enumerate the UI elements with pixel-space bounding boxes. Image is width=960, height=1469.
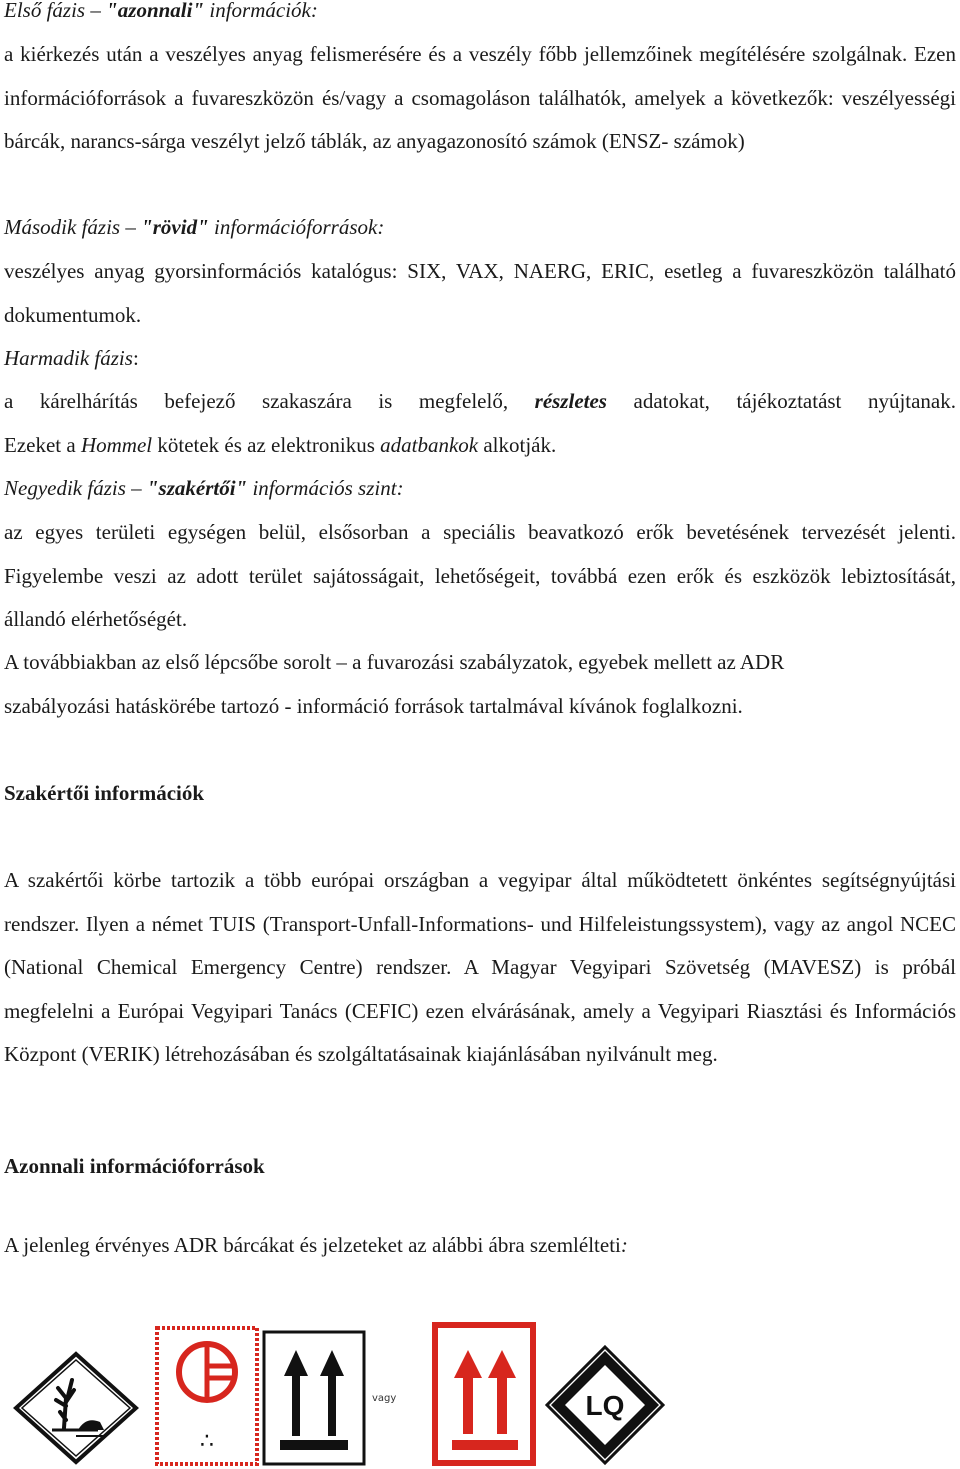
phase3-body2-hommel: Hommel	[80, 433, 153, 457]
phase4-title-label: Negyedik fázis	[4, 476, 126, 500]
phase3-body2	[4, 424, 956, 468]
phase3-body2-mid: kötetek és az elektronikus	[157, 433, 375, 457]
label-dots: ∴	[200, 1429, 214, 1454]
phase3-body-end: adatokat, tájékoztatást nyújtanak.	[633, 389, 956, 413]
phase3-title	[4, 337, 956, 381]
environment-hazard-diamond-icon	[12, 1350, 140, 1466]
orientation-arrows-red-icon	[432, 1322, 536, 1466]
immediate-body-colon: :	[620, 1233, 628, 1257]
orientation-arrows-black-icon	[262, 1330, 366, 1466]
immediate-heading: Azonnali információforrások	[4, 1154, 265, 1178]
phase3-body-start: a kárelhárítás befejező szakaszára is megfelelő,	[4, 389, 509, 413]
immediate-body	[4, 1224, 956, 1268]
phase4-title-quote: "szakértői"	[146, 476, 248, 500]
phase4-title-dash: –	[131, 476, 142, 500]
immediate-body-text: A jelenleg érvényes ADR bárcákat és jelzeteket az alábbi ábra szemlélteti	[4, 1233, 621, 1257]
vagy-label: vagy	[372, 1393, 397, 1404]
phase4-title	[4, 467, 956, 511]
orientation-label-red-icon	[155, 1326, 259, 1466]
expert-body: A szakértői körbe tartozik a több európai országban a vegyipar által működtetett önkéntes segítségnyújtási rendszer. Ilyen a német TUIS (Transport-Unfall-Informations- und Hilfeleistungssystem), vagy az angol NCEC (National Chemical Emergency Centre) rendszer. A Magyar Vegyipari Szövetség (MAVESZ) is próbál megfelelni a Európai Vegyipari Tanács (CEFIC) ezen elvárásának, amely a Vegyipari Riasztási és Információs Központ (VERIK) létrehozásában és szolgáltatásainak kiajánlásában nyilvánult meg.	[4, 868, 956, 1066]
phase1-title	[4, 0, 956, 33]
phase3-title-colon: :	[132, 346, 139, 370]
phase1-title-label: Első fázis	[4, 0, 86, 22]
expert-heading: Szakértői információk	[4, 781, 205, 805]
phase3-title-label: Harmadik fázis	[4, 346, 133, 370]
phase2-title-dash: –	[125, 215, 136, 239]
phase2-title	[4, 206, 956, 250]
phase2-body: veszélyes anyag gyorsinformációs katalógus: SIX, VAX, NAERG, ERIC, esetleg a fuvareszközön található dokumentumok.	[4, 259, 956, 327]
lq-text: LQ	[585, 1390, 625, 1421]
phase2-title-suffix: információforrások:	[214, 215, 385, 239]
phase3-body2-start: Ezeket a	[4, 433, 76, 457]
phase1-title-suffix: információk:	[209, 0, 318, 22]
phase2-title-label: Második fázis	[4, 215, 121, 239]
phase1-title-quote: "azonnali"	[106, 0, 205, 22]
phase1-body: a kiérkezés után a veszélyes anyag felismerésére és a veszély főbb jellemzőinek megítélésére szolgálnak. Ezen információforrások a fuvareszközön és/vagy a csomagoláson találhatók, amelyek a következők: veszélyességi bárcák, narancs-sárga veszélyt jelző táblák, az anyagazonosító számok (ENSZ- számok)	[4, 42, 956, 153]
phase3-body2-end: alkotják.	[483, 433, 557, 457]
summary-line-1: A továbbiakban az első lépcsőbe sorolt – a fuvarozási szabályzatok, egyebek mellett az ADR	[4, 650, 785, 674]
limited-quantity-lq-icon	[545, 1345, 665, 1465]
phase3-body	[4, 380, 956, 424]
phase3-body2-adatbankok: adatbankok	[380, 433, 479, 457]
phase1-title-dash: –	[90, 0, 101, 22]
phase3-body-emphasis: részletes	[534, 389, 607, 413]
summary-line-2: szabályozási hatáskörébe tartozó - információ források tartalmával kívánok foglalkozni.	[4, 694, 743, 718]
phase2-title-quote: "rövid"	[141, 215, 209, 239]
phase4-body: az egyes területi egységen belül, elsősorban a speciális beavatkozó erők bevetésének tervezését jelenti. Figyelembe veszi az adott terület sajátosságait, lehetőségeit, továbbá ezen erők és eszközök lebiztosítását, állandó elérhetőségét.	[4, 520, 956, 631]
phase4-title-suffix: információs szint:	[252, 476, 404, 500]
